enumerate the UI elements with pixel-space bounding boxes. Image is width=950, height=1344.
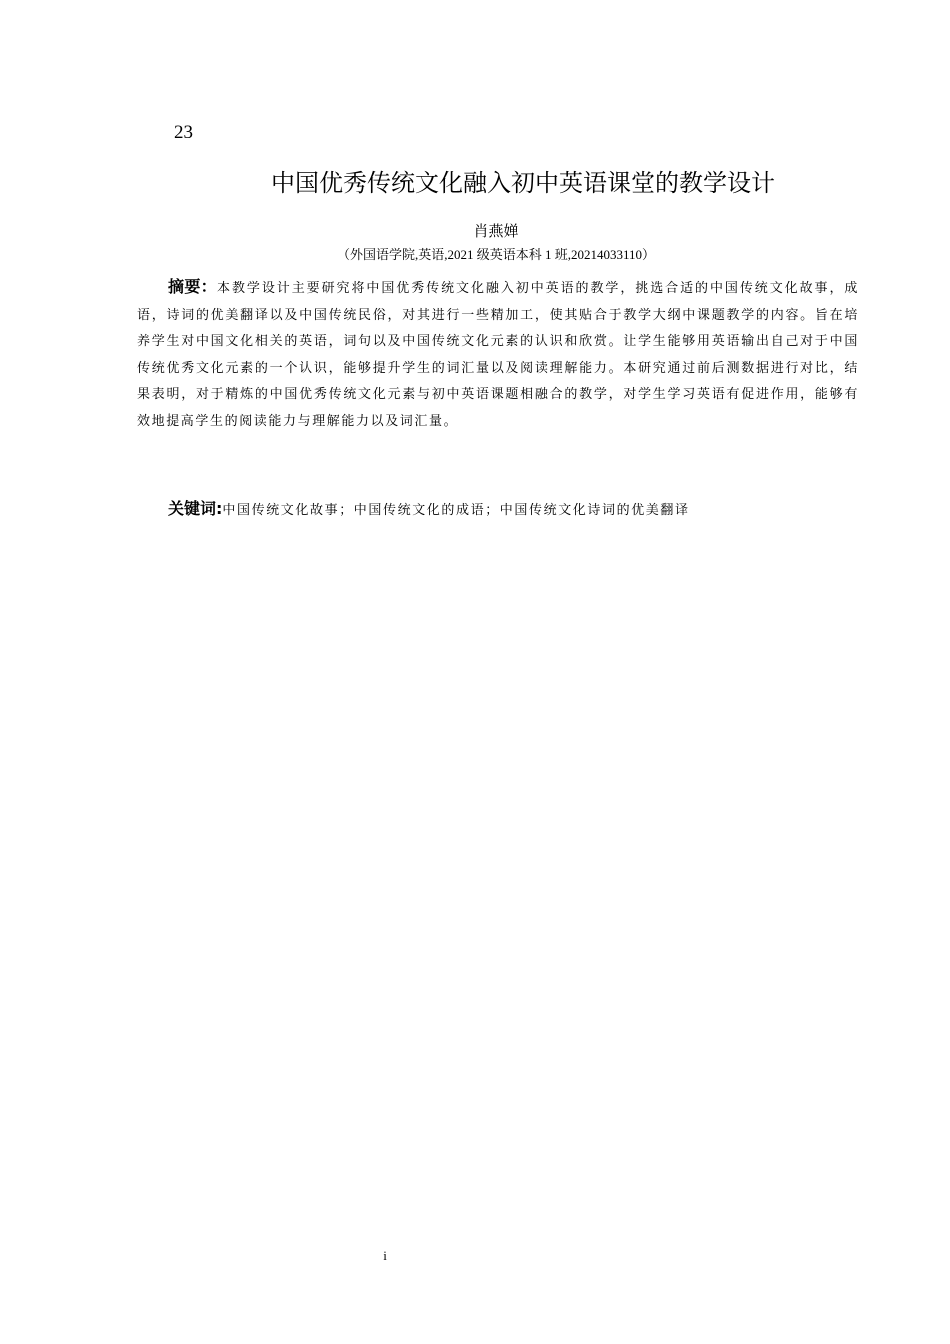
author-affiliation: （外国语学院,英语,2021 级英语本科 1 班,20214033110） (336, 247, 656, 262)
abstract-paragraph (137, 274, 859, 435)
paper-title: 中国优秀传统文化融入初中英语课堂的教学设计 (271, 169, 775, 197)
abstract-text: 本教学设计主要研究将中国优秀传统文化融入初中英语的教学，挑选合适的中国传统文化故事，成语，诗词的优美翻译以及中国传统民俗，对其进行一些精加工，使其贴合于教学大纲中课题教学的内容。旨在培养学生对中国文化相关的英语，词句以及中国传统文化元素的认识和欣赏。让学生能够用英语输出自己对于中国传统优秀文化元素的一个认识，能够提升学生的词汇量以及阅读理解能力。本研究通过前后测数据进行对比，结果表明，对于精炼的中国优秀传统文化元素与初中英语课题相融合的教学，对学生学习英语有促进作用，能够有效地提高学生的阅读能力与理解能力以及词汇量。 (137, 281, 859, 429)
keywords-paragraph (168, 496, 858, 524)
author-name: 肖燕婵 (473, 222, 519, 240)
abstract-label: 摘要： (168, 277, 218, 296)
header-page-number: 23 (174, 122, 193, 143)
footer-page-number: i (383, 1248, 387, 1263)
keywords-text: 中国传统文化故事；中国传统文化的成语；中国传统文化诗词的优美翻译 (222, 503, 690, 518)
keywords-label: 关键词: (168, 499, 223, 518)
